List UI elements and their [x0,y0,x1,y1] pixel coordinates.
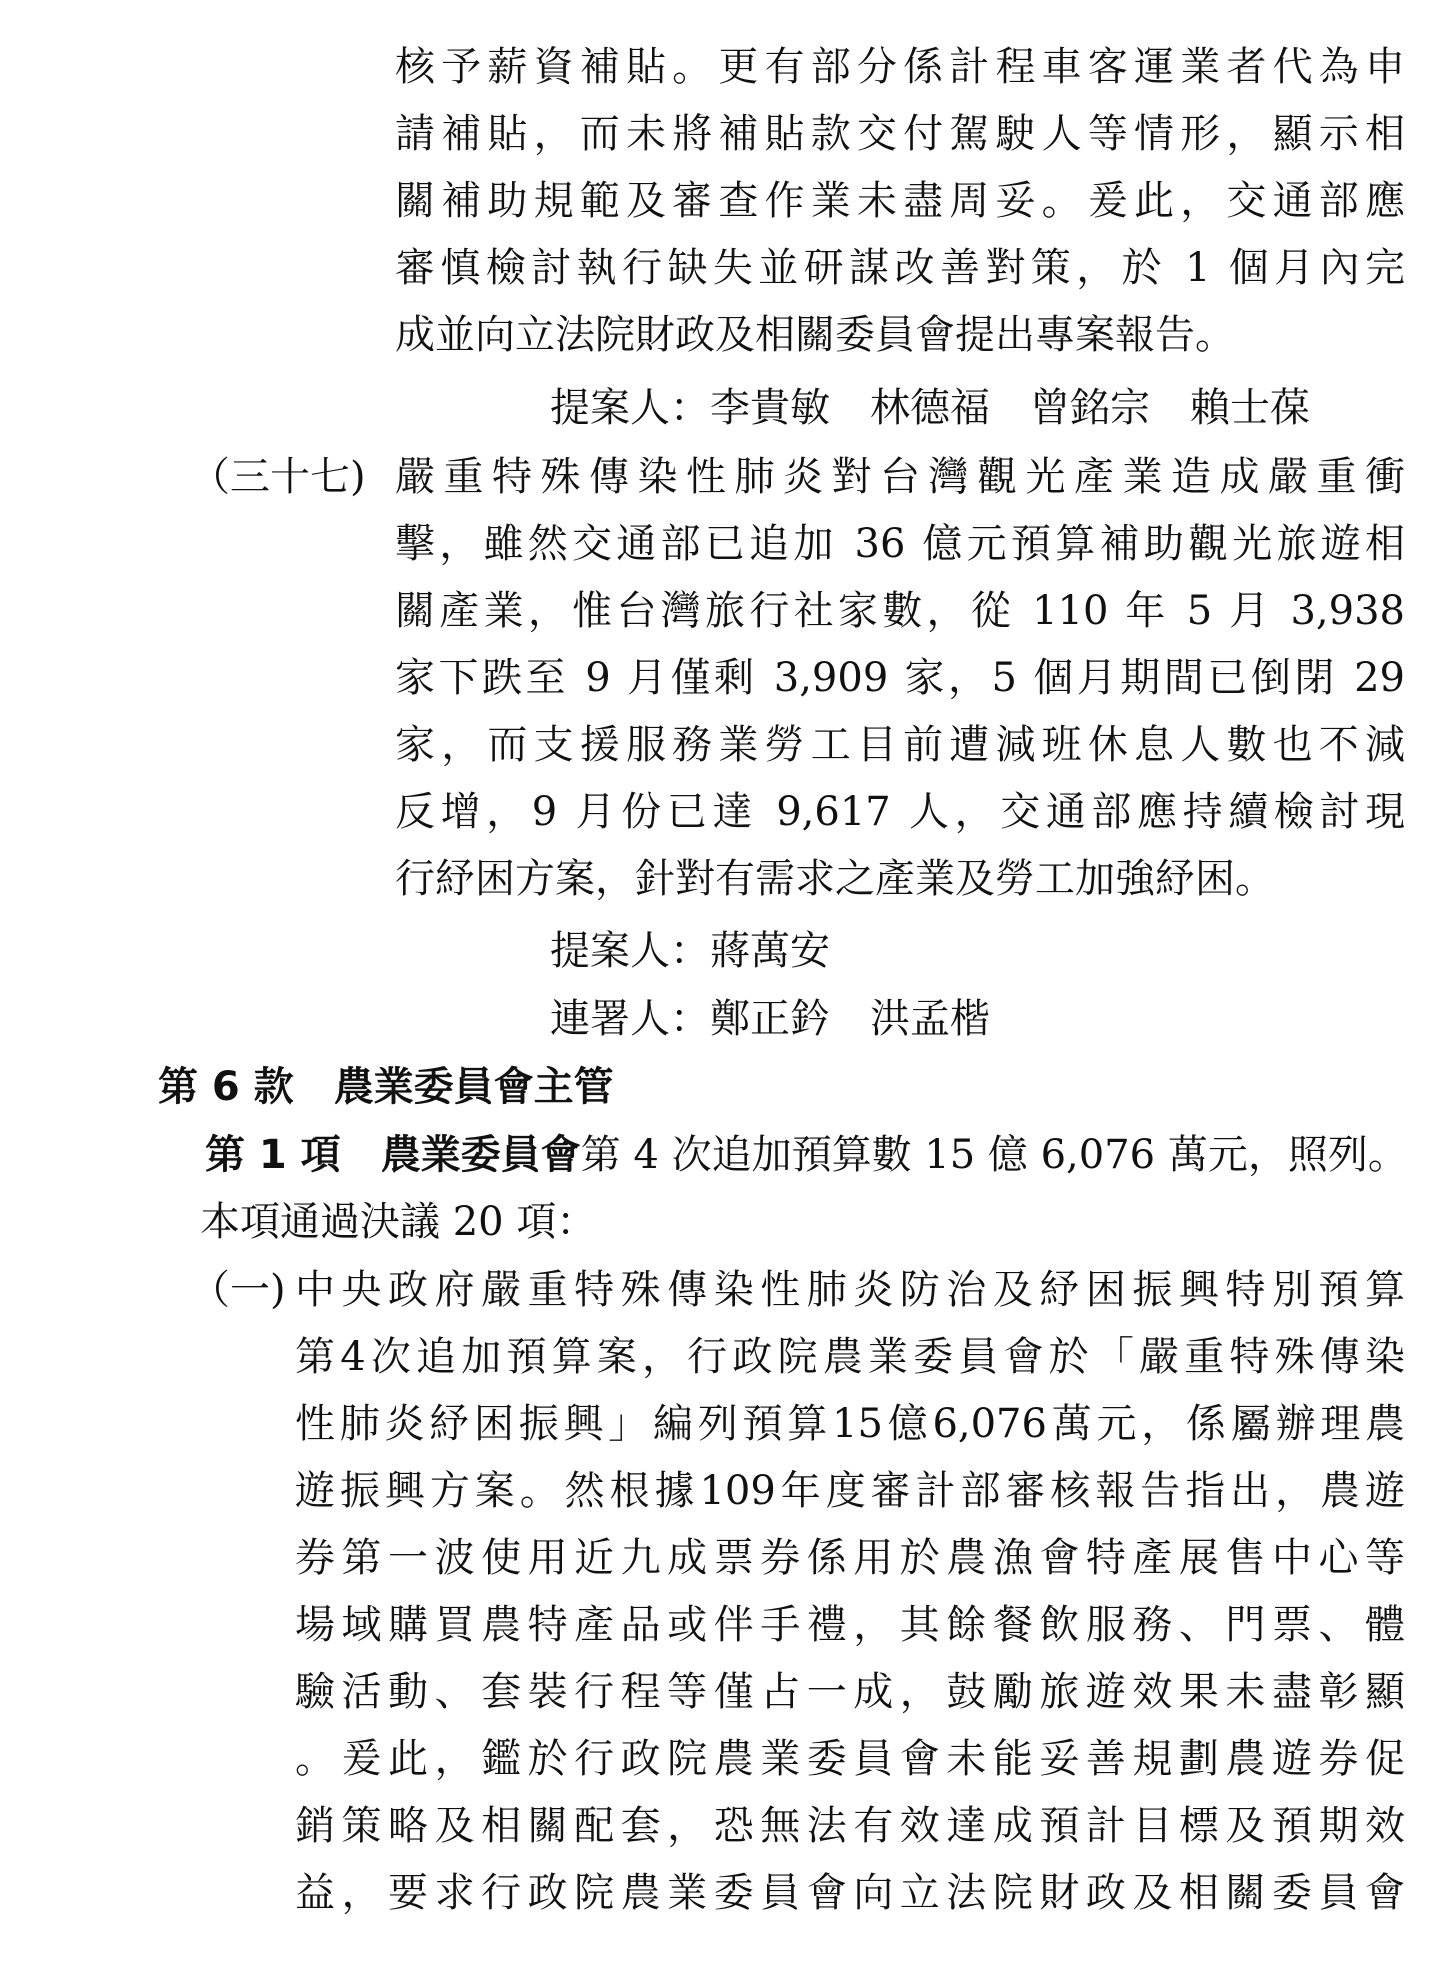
prev-item-proposer: 提案人：李貴敏 林德福 曾銘宗 賴士葆 [550,385,1310,431]
section-6-item-1-line [205,1130,1408,1180]
item-37-line-7: 行紓困方案，針對有需求之產業及勞工加強紓困。 [395,856,1275,902]
prev-item-line-1: 核予薪資補貼。更有部分係計程車客運業者代為申 [395,44,1405,90]
item-1-line-3: 性肺炎紓困振興」編列預算15億6,076萬元，係屬辦理農 [295,1401,1405,1447]
section-6-heading-num: 第 6 款 [158,1064,294,1110]
section-6-heading [158,1062,614,1112]
item-37-cosigner: 連署人：鄭正鈐 洪孟楷 [550,996,990,1042]
item-1-line-6: 場域購買農特產品或伴手禮，其餘餐飲服務、門票、體 [295,1602,1405,1648]
item-37-line-6: 反增，9 月份已達 9,617 人，交通部應持續檢討現 [395,789,1405,835]
section-6-item-1-title: 農業委員會 [380,1132,581,1178]
prev-item-line-2: 請補貼，而未將補貼款交付駕駛人等情形，顯示相 [395,111,1405,157]
prev-item-line-5: 成並向立法院財政及相關委員會提出專案報告。 [395,312,1235,358]
item-1-line-7: 驗活動、套裝行程等僅占一成，鼓勵旅遊效果未盡彰顯 [295,1669,1405,1715]
item-37-line-4: 家下跌至 9 月僅剩 3,909 家，5 個月期間已倒閉 29 [395,655,1405,701]
section-6-resolutions: 本項通過決議 20 項： [200,1199,597,1245]
item-1-line-1: 中央政府嚴重特殊傳染性肺炎防治及紓困振興特別預算 [295,1267,1405,1313]
item-37-line-3: 關產業，惟台灣旅行社家數，從 110 年 5 月 3,938 [395,588,1405,634]
item-37-proposer: 提案人：蔣萬安 [550,928,830,974]
item-1-line-5: 券第一波使用近九成票券係用於農漁會特產展售中心等 [295,1535,1405,1581]
section-6-item-1-num: 第 1 項 [205,1132,341,1178]
section-6-item-1-text: 第 4 次追加預算數 15 億 6,076 萬元，照列。 [580,1132,1408,1178]
item-37-line-2: 擊，雖然交通部已追加 36 億元預算補助觀光旅遊相 [395,521,1405,567]
item-1-line-4: 遊振興方案。然根據109年度審計部審核報告指出，農遊 [295,1468,1405,1514]
item-1-line-8: 。爰此，鑑於行政院農業委員會未能妥善規劃農遊券促 [295,1736,1405,1782]
prev-item-line-3: 關補助規範及審查作業未盡周妥。爰此，交通部應 [395,178,1405,224]
item-37-line-1: 嚴重特殊傳染性肺炎對台灣觀光產業造成嚴重衝 [395,454,1405,500]
item-1-line-2: 第4次追加預算案，行政院農業委員會於「嚴重特殊傳染 [295,1334,1405,1380]
item-37-line-5: 家，而支援服務業勞工目前遭減班休息人數也不減 [395,722,1405,768]
item-1-label: （一) [190,1267,286,1313]
item-37-label: （三十七) [190,454,366,500]
item-1-line-9: 銷策略及相關配套，恐無法有效達成預計目標及預期效 [295,1803,1405,1849]
prev-item-line-4: 審慎檢討執行缺失並研謀改善對策，於 1 個月內完 [395,245,1405,291]
item-1-line-10: 益，要求行政院農業委員會向立法院財政及相關委員會 [295,1870,1405,1916]
section-6-heading-title: 農業委員會主管 [333,1064,614,1110]
